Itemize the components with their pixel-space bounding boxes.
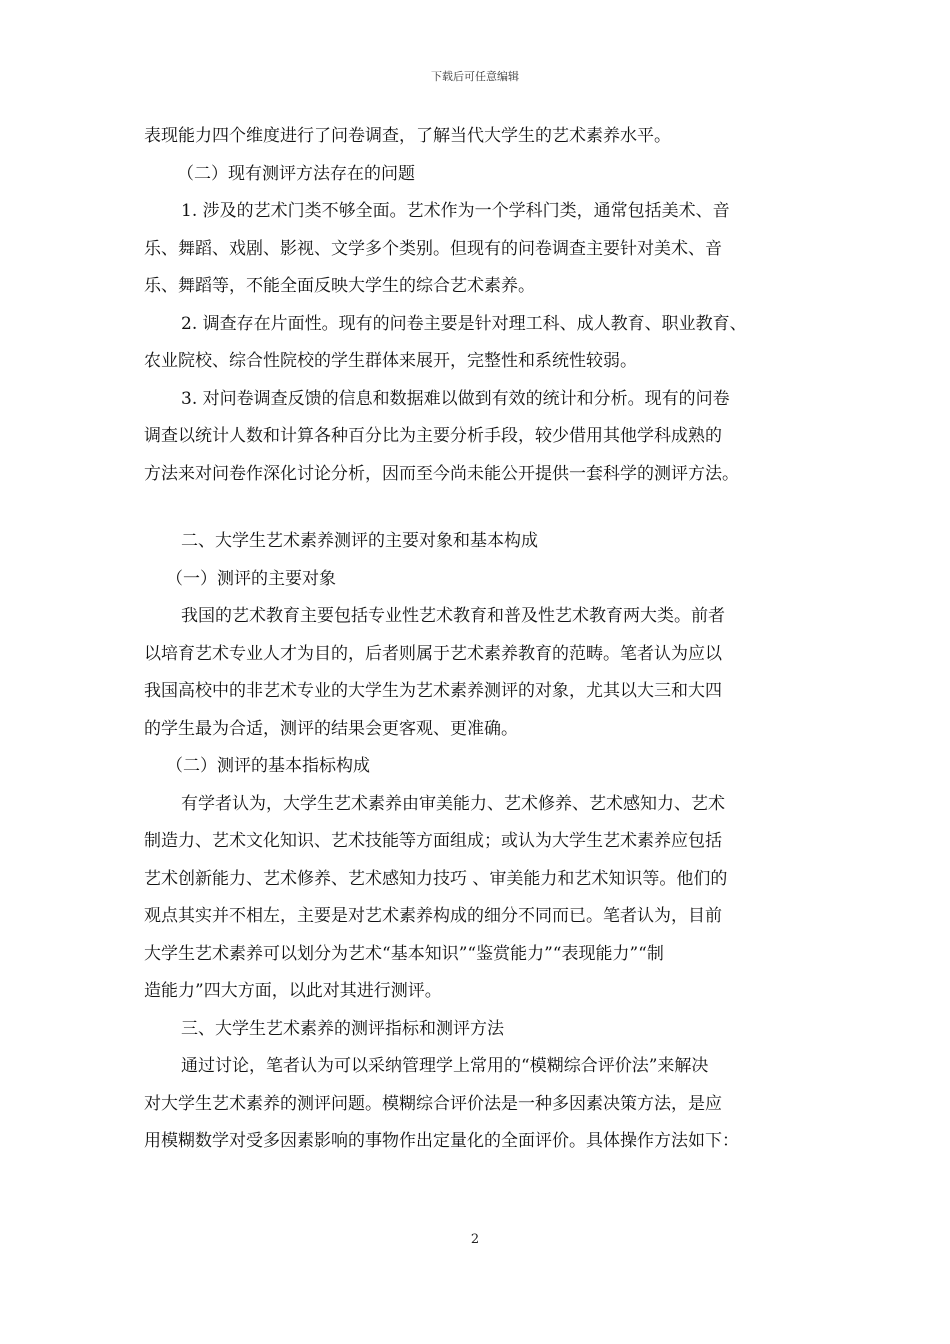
text-line: 调查以统计人数和计算各种百分比为主要分析手段，较少借用其他学科成熟的 [144,426,722,446]
paragraph-start: 2. 调查存在片面性。现有的问卷主要是针对理工科、成人教育、职业教育、 [181,313,747,334]
text-line: 造能力”四大方面，以此对其进行测评。 [144,981,442,1001]
text-line: 方法来对问卷作深化讨论分析，因而至今尚未能公开提供一套科学的测评方法。 [144,463,739,484]
section-gap [144,493,816,523]
text-line: 表现能力四个维度进行了问卷调查，了解当代大学生的艺术素养水平。 [144,126,671,146]
section-heading: 二、大学生艺术素养测评的主要对象和基本构成 [181,531,538,551]
paragraph-start: 3. 对问卷调查反馈的信息和数据难以做到有效的统计和分析。现有的问卷 [181,388,730,409]
text-line: 的学生最为合适，测评的结果会更客观、更准确。 [144,718,518,739]
text-line: 农业院校、综合性院校的学生群体来展开，完整性和系统性较弱。 [144,351,637,371]
section-heading: 三、大学生艺术素养的测评指标和测评方法 [181,1018,504,1039]
document-body [144,118,816,1161]
text-line: 对大学生艺术素养的测评问题。模糊综合评价法是一种多因素决策方法，是应 [144,1093,722,1114]
text-line: 艺术创新能力、艺术修养、艺术感知力技巧 、审美能力和艺术知识等。他们的 [144,868,728,889]
paragraph-start: 1. 涉及的艺术门类不够全面。艺术作为一个学科门类，通常包括美术、音 [181,201,730,221]
page-header: 下载后可任意编辑 [431,70,519,83]
text-line: 以培育艺术专业人才为目的，后者则属于艺术素养教育的范畴。笔者认为应以 [144,643,722,664]
text-line: 大学生艺术素养可以划分为艺术“基本知识”“鉴赏能力”“表现能力”“制 [144,943,664,964]
text-line: 乐、舞蹈等，不能全面反映大学生的综合艺术素养。 [144,276,535,296]
subheading: （二）测评的基本指标构成 [166,756,370,776]
paragraph-start: 我国的艺术教育主要包括专业性艺术教育和普及性艺术教育两大类。前者 [181,606,725,626]
paragraph-start: 通过讨论，笔者认为可以采纳管理学上常用的“模糊综合评价法”来解决 [181,1056,709,1076]
text-line: 用模糊数学对受多因素影响的事物作出定量化的全面评价。具体操作方法如下： [144,1131,739,1151]
text-line: 我国高校中的非艺术专业的大学生为艺术素养测评的对象，尤其以大三和大四 [144,681,722,701]
text-line: 制造力、艺术文化知识、艺术技能等方面组成；或认为大学生艺术素养应包括 [144,831,722,851]
page-number: 2 [470,1232,480,1247]
subheading: （一）测评的主要对象 [166,568,336,589]
text-line: 乐、舞蹈、戏剧、影视、文学多个类别。但现有的问卷调查主要针对美术、音 [144,238,722,259]
text-line: 观点其实并不相左，主要是对艺术素养构成的细分不同而已。笔者认为，目前 [144,906,722,926]
subheading: （二）现有测评方法存在的问题 [177,163,415,184]
paragraph-start: 有学者认为，大学生艺术素养由审美能力、艺术修养、艺术感知力、艺术 [181,793,725,814]
